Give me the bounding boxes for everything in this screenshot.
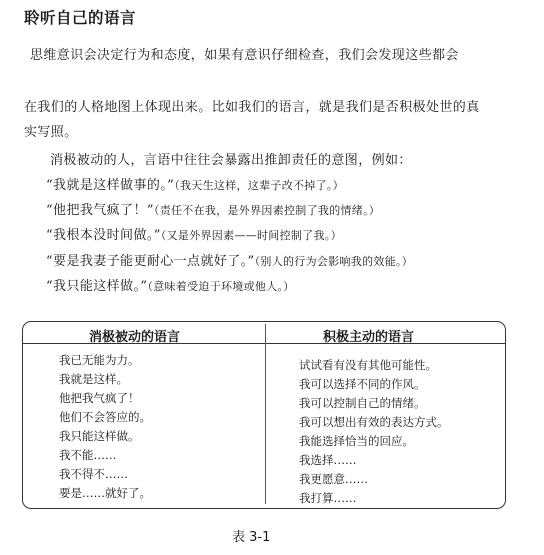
section-heading: 聆听自己的语言 <box>24 9 137 27</box>
right-cell: 我能选择恰当的回应。 <box>299 434 414 448</box>
example-4 <box>46 250 413 269</box>
left-cell: 要是……就好了。 <box>59 486 151 500</box>
right-cell: 我打算…… <box>299 491 357 505</box>
example-3 <box>46 224 342 243</box>
example-note: （意味着受迫于环境或他人。） <box>147 280 295 293</box>
left-cell: 我只能这样做。 <box>59 429 140 443</box>
example-5 <box>46 275 295 294</box>
example-note: （别人的行为会影响我的效能。） <box>254 255 414 268</box>
example-note: （又是外界因素——时间控制了我。） <box>160 229 342 242</box>
table-caption: 表 3-1 <box>232 530 271 545</box>
right-cell: 我可以选择不同的作风。 <box>299 377 426 391</box>
right-cell: 我更愿意…… <box>299 472 368 486</box>
left-cell: 我不能…… <box>59 448 117 462</box>
left-cell: 他把我气疯了！ <box>59 391 140 405</box>
right-cell: 我可以想出有效的表达方式。 <box>299 415 449 429</box>
example-2 <box>46 199 380 218</box>
paragraph-line-3: 实写照。 <box>24 125 78 140</box>
right-cell: 试试看有没有其他可能性。 <box>299 358 437 372</box>
example-note: （我天生这样，这辈子改不掉了。） <box>174 179 345 192</box>
comparison-table <box>22 321 506 509</box>
example-quote: “我根本没时间做。” <box>46 228 161 243</box>
right-column-header: 积极主动的语言 <box>323 330 415 345</box>
column-divider <box>265 324 266 504</box>
right-cell: 我选择…… <box>299 453 357 467</box>
example-1 <box>46 174 344 193</box>
example-quote: “他把我气疯了！” <box>46 203 154 218</box>
left-cell: 我不得不…… <box>59 467 128 481</box>
right-cell: 我可以控制自己的情绪。 <box>299 396 426 410</box>
left-cell: 我已无能为力。 <box>59 353 140 367</box>
left-cell: 他们不会答应的。 <box>59 410 151 424</box>
example-quote: “我就是这样做事的。” <box>46 178 175 193</box>
example-note: （责任不在我，是外界因素控制了我的情绪。） <box>153 204 381 217</box>
example-quote: “要是我妻子能更耐心一点就好了。” <box>46 254 255 269</box>
left-cell: 我就是这样。 <box>59 372 128 386</box>
paragraph-line-1: 思维意识会决定行为和态度，如果有意识仔细检查，我们会发现这些都会 <box>30 48 459 63</box>
paragraph-line-2: 在我们的人格地图上体现出来。比如我们的语言，就是我们是否积极处世的真 <box>24 100 480 115</box>
example-quote: “我只能这样做。” <box>46 279 148 294</box>
left-column-header: 消极被动的语言 <box>89 330 181 345</box>
intro-line: 消极被动的人，言语中往往会暴露出推卸责任的意图，例如： <box>50 153 412 168</box>
